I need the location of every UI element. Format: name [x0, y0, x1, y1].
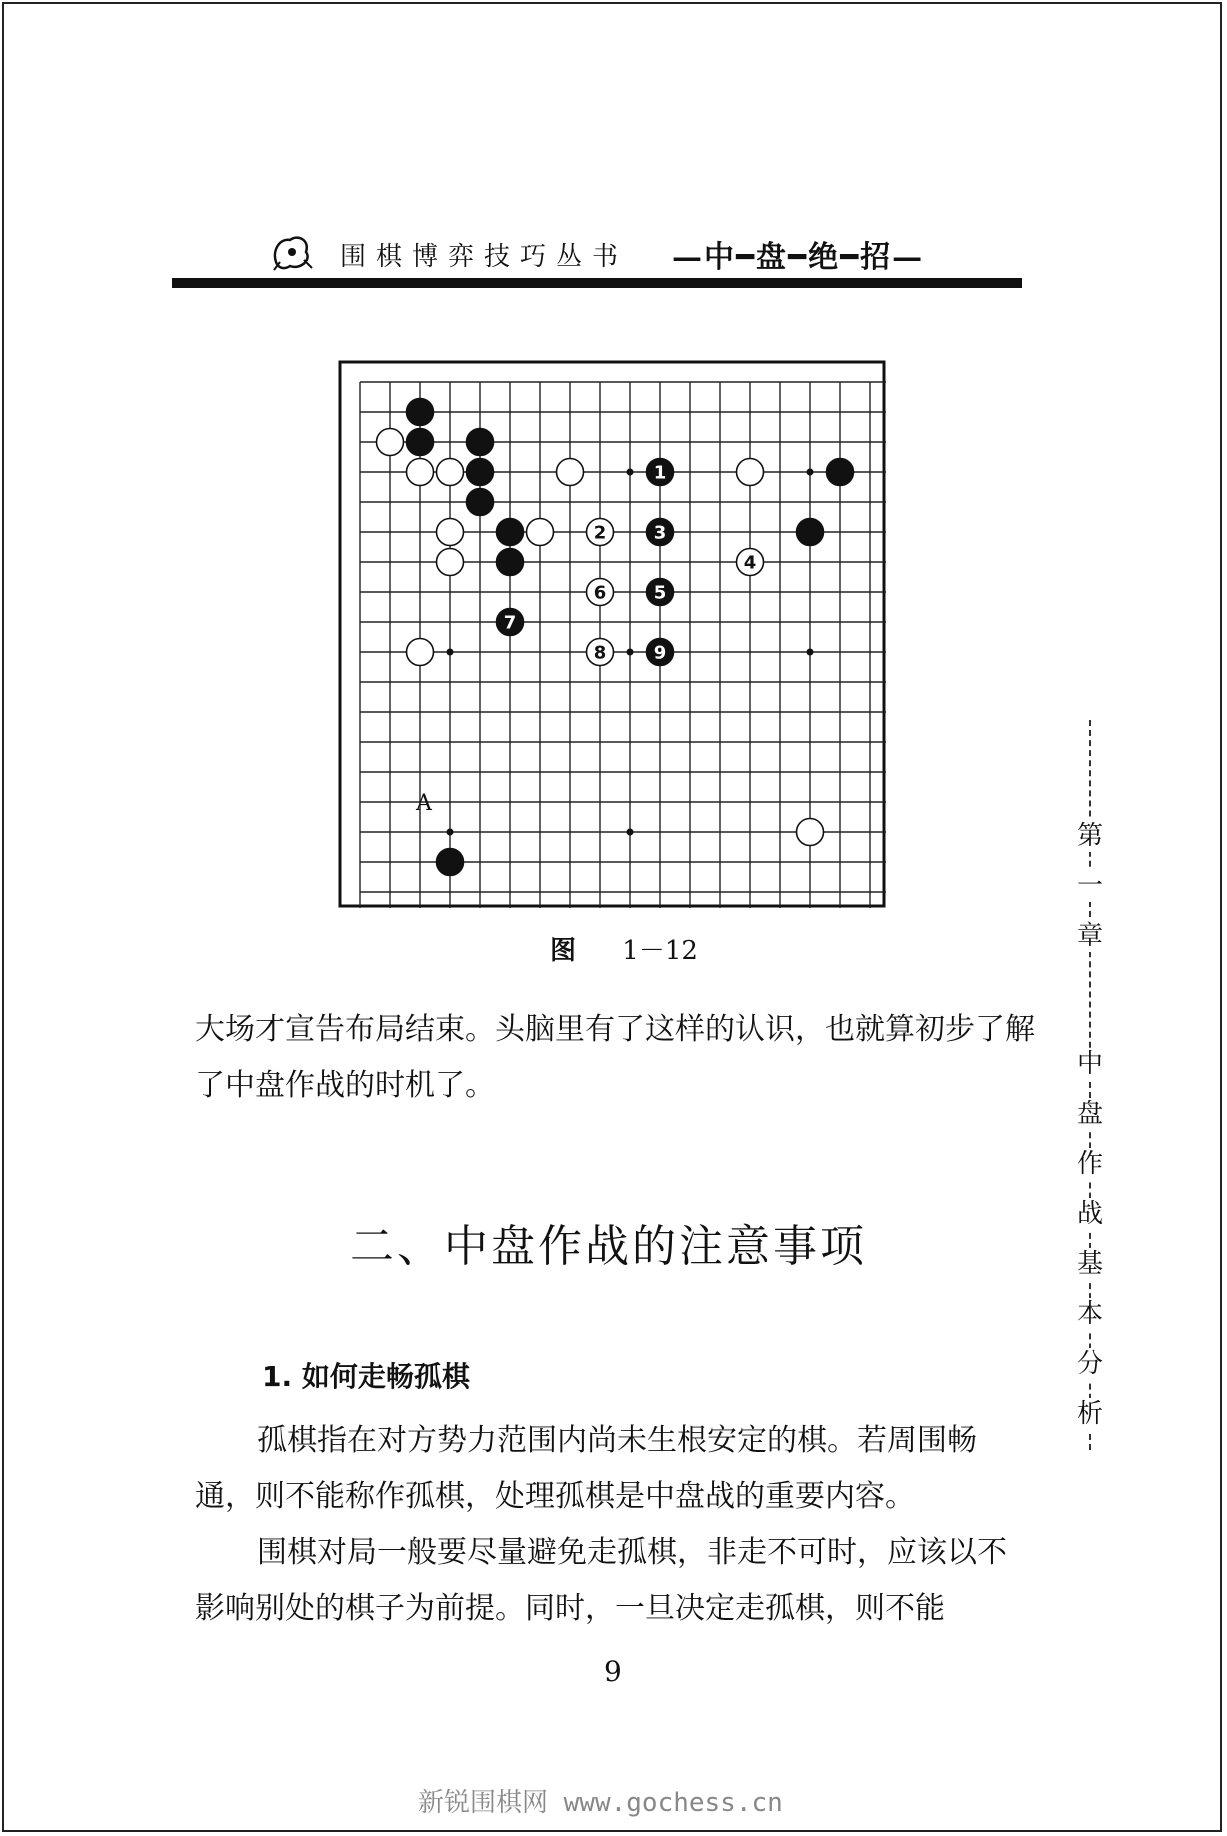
- black-stone-disc: [467, 489, 494, 516]
- black-stone: [467, 429, 494, 456]
- paragraph-avoid-isolated: 围棋对局一般要尽量避免走孤棋，非走不可时，应该以不影响别处的棋子为前提。同时，一旦决定走孤棋，则不能: [195, 1535, 1007, 1626]
- white-stone: [797, 819, 824, 846]
- side-chapter-char: 章: [1073, 920, 1107, 952]
- running-header: [172, 232, 1022, 292]
- section-title: 二、中盘作战的注意事项: [350, 1221, 867, 1272]
- white-stone-disc: [437, 549, 464, 576]
- white-stone: [527, 519, 554, 546]
- black-stone-1: [647, 459, 674, 486]
- side-chapter-char: 一: [1073, 870, 1107, 902]
- black-stone-disc: [467, 429, 494, 456]
- white-stone-4: [737, 549, 764, 576]
- stone-move-number: 4: [743, 552, 757, 574]
- stone-move-number: 1: [653, 462, 667, 484]
- black-stone-7: [497, 609, 524, 636]
- black-stone-disc: [497, 549, 524, 576]
- black-stone-disc: [497, 519, 524, 546]
- black-stone: [497, 549, 524, 576]
- header-rule: [172, 278, 1022, 288]
- black-stone-3: [647, 519, 674, 546]
- paragraph-intro: 大场才宣告布局结束。头脑里有了这样的认识，也就算初步了解了中盘作战的时机了。: [195, 1012, 1035, 1103]
- white-stone-disc: [797, 819, 824, 846]
- white-stone: [377, 429, 404, 456]
- black-stone: [467, 459, 494, 486]
- side-title-char: 作: [1073, 1148, 1107, 1180]
- page-number: 9: [604, 1655, 622, 1688]
- white-stone-2: [587, 519, 614, 546]
- book-series-title: 围棋博弈技巧丛书: [340, 242, 629, 272]
- side-title-char: 本: [1073, 1298, 1107, 1330]
- white-stone: [557, 459, 584, 486]
- star-point: [807, 649, 814, 656]
- book-title: —中━盘━绝━招—: [672, 240, 925, 275]
- white-stone-6: [587, 579, 614, 606]
- stone-move-number: 7: [503, 612, 517, 634]
- black-stone-disc: [467, 459, 494, 486]
- side-title-char: 中: [1073, 1048, 1107, 1080]
- black-stone: [407, 429, 434, 456]
- paragraph-isolated-stones: 孤棋指在对方势力范围内尚未生根安定的棋。若周围畅通，则不能称作孤棋，处理孤棋是中盘战的重要内容。: [195, 1423, 977, 1514]
- black-stone: [797, 519, 824, 546]
- subsection-title: 1. 如何走畅孤棋: [262, 1360, 470, 1393]
- black-stone-disc: [437, 849, 464, 876]
- black-stone-disc: [827, 459, 854, 486]
- stone-move-number: 5: [653, 582, 667, 604]
- black-stone-disc: [797, 519, 824, 546]
- star-point: [627, 829, 634, 836]
- white-stone-disc: [527, 519, 554, 546]
- white-stone: [437, 459, 464, 486]
- black-stone: [407, 399, 434, 426]
- side-title-char: 基: [1073, 1248, 1107, 1280]
- figure-caption-prefix: 图: [550, 936, 577, 966]
- white-stone-disc: [407, 639, 434, 666]
- stone-move-number: 6: [593, 582, 607, 604]
- star-point: [627, 469, 634, 476]
- black-stone-9: [647, 639, 674, 666]
- white-stone-disc: [737, 459, 764, 486]
- white-stone: [437, 549, 464, 576]
- black-stone: [497, 519, 524, 546]
- star-point: [447, 649, 454, 656]
- go-player-logo-icon: [270, 232, 316, 272]
- board-point-label: A: [416, 791, 432, 816]
- black-stone: [467, 489, 494, 516]
- white-stone-disc: [377, 429, 404, 456]
- side-title-char: 析: [1073, 1398, 1107, 1430]
- white-stone: [737, 459, 764, 486]
- white-stone-disc: [437, 459, 464, 486]
- stone-move-number: 3: [653, 522, 667, 544]
- watermark-text: 新锐围棋网 www.gochess.cn: [418, 1788, 783, 1818]
- figure-caption: [550, 930, 698, 967]
- black-stone-5: [647, 579, 674, 606]
- white-stone-disc: [437, 519, 464, 546]
- go-board-diagram: [338, 360, 886, 908]
- white-stone: [407, 639, 434, 666]
- black-stone: [437, 849, 464, 876]
- side-title-char: 分: [1073, 1348, 1107, 1380]
- side-title-char: 盘: [1073, 1098, 1107, 1130]
- figure-caption-number: 1－12: [622, 936, 698, 966]
- black-stone-disc: [407, 399, 434, 426]
- star-point: [807, 469, 814, 476]
- stone-move-number: 2: [593, 522, 607, 544]
- white-stone: [407, 459, 434, 486]
- star-point: [447, 829, 454, 836]
- star-point: [627, 649, 634, 656]
- stone-move-number: 9: [653, 642, 667, 664]
- black-stone: [827, 459, 854, 486]
- white-stone-disc: [407, 459, 434, 486]
- white-stone-8: [587, 639, 614, 666]
- side-title-char: 战: [1073, 1198, 1107, 1230]
- stone-move-number: 8: [593, 642, 607, 664]
- white-stone-disc: [557, 459, 584, 486]
- black-stone-disc: [407, 429, 434, 456]
- side-chapter-char: 第: [1073, 820, 1107, 852]
- side-chapter-title: [1070, 720, 1110, 1460]
- white-stone: [437, 519, 464, 546]
